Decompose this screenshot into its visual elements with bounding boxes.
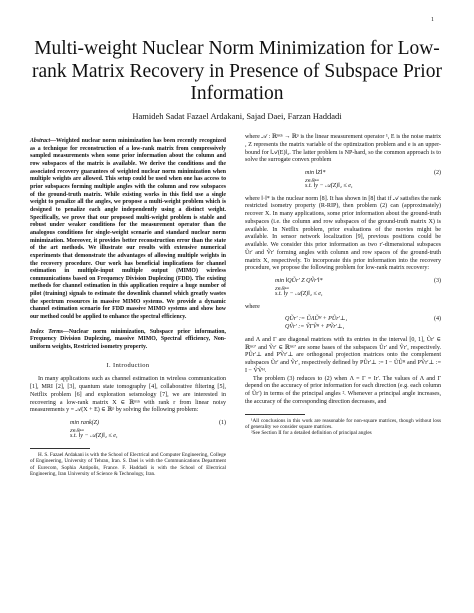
- equation-3: [245, 278, 441, 299]
- equation-2-objective: min ‖Z‖*: [305, 170, 326, 176]
- abstract: [30, 138, 226, 322]
- footnote-2: ²See Section II for a detailed definition of principal angles: [251, 430, 372, 437]
- equation-2: [245, 170, 441, 191]
- index-terms-lead: Index Terms: [30, 328, 64, 335]
- section-heading: I. Introduction: [106, 361, 150, 369]
- abstract-text: —Weighted nuclear norm minimization has been recently recognized as a technique for reconstruction of a low-rank matrix from compressively sampled measurements when some prior information about the column and row subspaces of the matrix is available. We derive the conditions and the associated recovery guarantees of weighted nuclear norm minimization when multiple weights are allowed. This setup could be used when one has access to prior subspaces forming multiple angles with the column and row subspaces of the ground-truth matrix. While existing works in this field use a single weight to penalize all the angles, we propose a multi-weight problem which is designed to penalize each angle independently using a distinct weight. Specifically, we prove that our proposed multi-weight problem is stable and robust under weaker conditions for the measurement operator than the analogous conditions for single-weight scenario and standard nuclear norm minimization. Moreover, it provides better reconstruction error than the state of the art methods. We illustrate our results with extensive numerical experiments that demonstrate the advantages of allowing multiple weights in the recovery procedure. Our work has beneficial implications for channel estimation in multiple-input multiple output (MIMO) wireless communications based on Frequency Division Duplexing (FDD). The existing methods for channel estimation in this application require a huge number of pilot (training) signals to estimate the downlink channel which greatly wastes the spectrum resources in massive MIMO systems. We provide a dynamic channel estimation scenario for FDD massive MIMO systems and show how our method could be applied to enhance the spectral efficiency.: [30, 138, 226, 321]
- equation-4-line-2: QṼr′ := ṼΓṼᴴ + PṼr′⊥,: [285, 324, 345, 330]
- intro-paragraph: In many applications such as channel estimation in wireless communication [1], MRI [2], [3], quantum state tomography [4], collaborative filtering [5], Netflix problem [6] and exploration seismology [7], we are interested in recovering a low-rank matrix X ∈ ℝⁿˣⁿ with rank r from linear noisy measurements y = 𝒜(X + E) ∈ ℝᵖ by solving the following problem:: [30, 376, 226, 414]
- page-number: 1: [431, 17, 434, 23]
- left-column: [30, 138, 226, 477]
- footnote-1: ¹All conclusions in this work are reasonable for non-square matrices, though without loss of generality we consider square matrices.: [245, 417, 441, 430]
- footnote-rule-right: [245, 414, 305, 415]
- equation-4: [245, 316, 441, 332]
- right-paragraph-4: The problem (3) reduces to (2) when Λ = Γ = Ir′. The values of Λ and Γ depend on the accuracy of prior information for each direction (e.g. each column of Ũr′) in terms of the principal angles ². Whenever a principal angle increases, the accuracy of the corresponding direction decreases, and: [245, 375, 441, 405]
- equation-4-line-1: QŨr′ := ŨΛŨᴴ + PŨr′⊥,: [285, 316, 348, 323]
- right-paragraph-2: where ‖·‖* is the nuclear norm [8]. It has shown in [8] that if 𝒜 satisfies the rank restricted isometry property (R-RIP), then problem (2) can (approximately) recover X. In many applications, some prior information about the ground-truth subspaces (i.e. the column and row subspaces of the ground-truth matrix X) is available. In Netflix problem, prior evaluations of the movies might be available. In sensor network localization [9], previous positions could be available. We consider this prior information as two r′-dimensional subspaces Ũr′ and Ṽr′ forming angles with column and row spaces of the ground-truth matrix X, respectively. To incorporate this prior information into the recovery procedure, we propose the following problem for low-rank matrix recovery:: [245, 195, 441, 272]
- where-label: where: [245, 303, 260, 310]
- index-terms-text: —Nuclear norm minimization, Subspace prior information, Frequency Division Duplexing, massive MIMO, Spectral efficiency, Non-uniform weights, Restricted isometry property.: [30, 328, 226, 351]
- equation-1-number: (1): [218, 420, 226, 427]
- right-paragraph-1: where 𝒜 : ℝⁿˣⁿ → ℝᵖ is the linear measurement operator ¹, E is the noise matrix , Z represents the matrix variable of the optimization problem and e is an upper-bound for ‖𝒜(E)‖₂. The latter problem is NP-hard, so the common approach is to solve the surrogate convex problem: [245, 134, 441, 164]
- equation-1-constraint: s.t. ‖y − 𝒜(Z)‖₂ ≤ e,: [70, 432, 118, 439]
- paper-title: Multi-weight Nuclear Norm Minimization for Low-rank Matrix Recovery in Presence of Subspace Prior Information: [32, 38, 442, 104]
- equation-3-constraint: s.t. ‖y − 𝒜(Z)‖₂ ≤ e,: [275, 290, 323, 297]
- equation-1: [30, 420, 226, 441]
- equation-2-subscript: Z∈ℝⁿˣⁿ: [305, 177, 319, 183]
- equation-3-number: (3): [433, 278, 441, 284]
- equation-1-objective: min rank(Z): [70, 420, 100, 427]
- equation-2-constraint: s.t. ‖y − 𝒜(Z)‖₂ ≤ e,: [305, 182, 353, 189]
- equation-3-subscript: Z∈ℝⁿˣⁿ: [275, 285, 289, 291]
- abstract-lead: Abstract: [30, 138, 51, 144]
- equation-2-number: (2): [433, 170, 441, 176]
- index-terms: [30, 329, 226, 352]
- affiliation-footnote: H. S. Fazael Ardakani is with the School of Electrical and Computer Engineering, College of Engineering, University of Tehran, Iran. S. Daei is with the Communications Department of Eurecom, Sophia Antipolis, France. F. Haddadi is with the School of Electrical Engineering, Iran University of Science & Technology, Iran.: [30, 451, 226, 477]
- right-paragraph-3: and Λ and Γ are diagonal matrices with its entries in the interval [0, 1], Ũr′ ∈ ℝⁿˣʳ′ and Ṽr′ ∈ ℝⁿˣʳ′ are some bases of the subspaces Ũr′ and Ṽr′, respectively. PŨr′⊥ and PṼr′⊥ are orthogonal projection matrices onto the complement subspaces Ũr′ and Ṽr′, respectively defined by PŨr′⊥ := I − ŨŨᴴ and PṼr′⊥ := I − ṼṼᴴ.: [245, 336, 441, 374]
- right-column: [245, 134, 441, 437]
- equation-3-objective: min ‖QŨr′ Z QṼr′‖*: [275, 278, 323, 284]
- equation-1-subscript: Z∈ℝⁿˣⁿ: [70, 427, 84, 433]
- author-list: Hamideh Sadat Fazael Ardakani, Sajad Daei, Farzan Haddadi: [132, 111, 342, 121]
- footnote-rule: [30, 448, 90, 449]
- equation-4-number: (4): [433, 316, 441, 323]
